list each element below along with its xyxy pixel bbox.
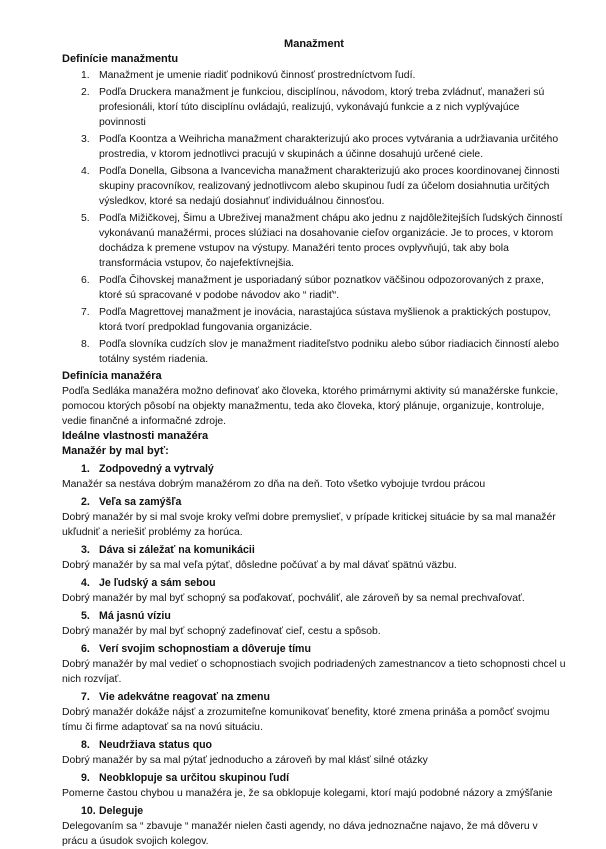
definition-number: 2.: [81, 87, 90, 98]
quality-description: Manažér sa nestáva dobrým manažérom zo dňa na deň. Toto všetko vybojuje tvrdou prácou: [62, 479, 486, 490]
quality-title: Neobklopuje sa určitou skupinou ľudí: [99, 772, 290, 784]
definition-number: 1.: [81, 70, 90, 81]
quality-title: Má jasnú víziu: [99, 610, 171, 622]
quality-heading: [62, 771, 566, 786]
quality-description: Dobrý manažér by sa mal pýtať jednoducho a zároveň by mal klásť silné otázky: [62, 755, 428, 766]
quality-description: Dobrý manažér by mal vedieť o schopnostiach svojich podriadených zamestnancov a tieto schopnosti chcel u nich rozvíjať.: [62, 659, 566, 685]
quality-description: Delegovaním sa “ zbavuje “ manažér nielen časti agendy, no dáva jednoznačne najavo, že má dôveru v prácu a úsudok svojich kolegov.: [62, 821, 538, 847]
quality-title: Dáva si záležať na komunikácii: [99, 544, 255, 556]
quality-number: 8.: [81, 739, 90, 751]
definition-text: Podľa Druckera manažment je funkciou, disciplínou, návodom, ktorý treba zvládnuť, manažeri sú profesionáli, ktorí túto disciplínu ovládajú, realizujú, vykonávajú funkcie a z nich vyplývajúce povinnosti: [99, 87, 545, 128]
definition-number: 4.: [81, 166, 90, 177]
definition-item: [62, 164, 566, 209]
definition-text: Podľa Koontza a Weihricha manažment charakterizujú ako proces vytvárania a udržiavania určitého prostredia, v ktorom jednotlivci pracujú v skupinách a účinne dosahujú určené ciele.: [99, 134, 559, 160]
quality-title: Vie adekvátne reagovať na zmenu: [99, 691, 270, 703]
quality-description: Dobrý manažér by sa mal veľa pýtať, dôsledne počúvať a by mal dávať spätnú väzbu.: [62, 560, 457, 571]
quality-heading: [62, 642, 566, 657]
quality-description: Pomerne častou chybou u manažéra je, že sa obklopuje kolegami, ktorí majú podobné názory a zmýšľanie: [62, 788, 553, 799]
section-heading-ideal-qualities: Ideálne vlastnosti manažéra: [62, 430, 209, 442]
definition-text: Manažment je umenie riadiť podnikovú činnosť prostredníctvom ľudí.: [99, 70, 416, 81]
quality-heading: [62, 690, 566, 705]
quality-number: 4.: [81, 577, 90, 589]
definition-item: [62, 85, 566, 130]
document-title: Manažment: [284, 38, 344, 50]
qualities-list: [62, 462, 566, 849]
section-heading-manager-definition: Definícia manažéra: [62, 370, 162, 382]
definition-number: 3.: [81, 134, 90, 145]
quality-title: Deleguje: [99, 805, 144, 817]
definition-number: 6.: [81, 275, 90, 286]
quality-number: 2.: [81, 496, 90, 508]
quality-heading: [62, 804, 566, 819]
definitions-list: [62, 68, 566, 367]
quality-heading: [62, 462, 566, 477]
manager-definition-text: Podľa Sedláka manažéra možno definovať ako človeka, ktorého primárnymi aktivity sú manažérske funkcie, pomocou ktorých pôsobí na objekty manažmentu, teda ako človeka, ktorý plánuje, organizuje, kontroluje, vedie finančné a informačné zdroje.: [62, 386, 559, 427]
quality-description: Dobrý manažér by mal byť schopný sa poďakovať, pochváliť, ale zároveň by sa nemal prechvaľovať.: [62, 593, 525, 604]
definition-item: [62, 211, 566, 271]
quality-heading: [62, 495, 566, 510]
quality-heading: [62, 543, 566, 558]
definition-number: 7.: [81, 307, 90, 318]
definition-text: Podľa Mižičkovej, Šimu a Ubreživej manažment chápu ako jednu z najdôležitejších ľudských činností vykonávanú manažérmi, proces slúžiaci na dosahovanie cieľov organizácie. Je to proces, v ktorom dochádza k premene vstupov na výstupy. Manažéri tento proces ovplyvňujú, tak aby bola transformácia vstupov, čo najefektívnejšia.: [99, 213, 563, 269]
definition-text: Podľa Donella, Gibsona a Ivancevicha manažment charakterizujú ako proces koordinovanej činnosti skupiny pracovníkov, realizovaný jednotlivcom alebo skupinou ľudí za účelom dosiahnutia určitých výsledkov, ktoré sa nedajú dosiahnuť individuálnou činnosťou.: [99, 166, 560, 207]
quality-heading: [62, 576, 566, 591]
quality-number: 5.: [81, 610, 90, 622]
quality-number: 3.: [81, 544, 90, 556]
quality-description: Dobrý manažér dokáže nájsť a zrozumiteľne komunikovať benefity, ktoré zmena prináša a pomôcť svojmu tímu či firme adaptovať sa na novú situáciu.: [62, 707, 550, 733]
quality-description: Dobrý manažér by si mal svoje kroky veľmi dobre premyslieť, v prípade kritickej situácie by sa mal manažér ukľudniť a neriešiť problémy za horúca.: [62, 512, 556, 538]
quality-number: 7.: [81, 691, 90, 703]
definition-number: 5.: [81, 213, 90, 224]
definition-item: [62, 132, 566, 162]
quality-number: 1.: [81, 463, 90, 475]
definition-item: [62, 68, 566, 83]
quality-number: 6.: [81, 643, 90, 655]
quality-title: Je ľudský a sám sebou: [99, 577, 216, 589]
definition-text: Podľa Čihovskej manažment je usporiadaný súbor poznatkov väčšinou odpozorovaných z praxe, ktoré sú spracované v podobe návodov ako “ riadiť“.: [99, 275, 544, 301]
qualities-intro: Manažér by mal byť:: [62, 445, 169, 457]
quality-title: Neudržiava status quo: [99, 739, 213, 751]
definition-text: Podľa Magrettovej manažment je inovácia, narastajúca sústava myšlienok a praktických postupov, ktorá tvorí predpoklad fungovania organizácie.: [99, 307, 551, 333]
quality-heading: [62, 609, 566, 624]
quality-title: Veľa sa zamýšľa: [99, 496, 182, 508]
definition-item: [62, 273, 566, 303]
definition-item: [62, 337, 566, 367]
quality-number: 10.: [81, 805, 96, 817]
definition-item: [62, 305, 566, 335]
quality-number: 9.: [81, 772, 90, 784]
quality-title: Zodpovedný a vytrvalý: [99, 463, 214, 475]
definition-text: Podľa slovníka cudzích slov je manažment riaditeľstvo podniku alebo súbor riadiacich činností alebo totálny systém riadenia.: [99, 339, 560, 365]
definition-number: 8.: [81, 339, 90, 350]
quality-heading: [62, 738, 566, 753]
quality-description: Dobrý manažér by mal byť schopný zadefinovať cieľ, cestu a spôsob.: [62, 626, 381, 637]
section-heading-definitions: Definície manažmentu: [62, 53, 179, 65]
quality-title: Verí svojim schopnostiam a dôveruje tímu: [99, 643, 311, 655]
